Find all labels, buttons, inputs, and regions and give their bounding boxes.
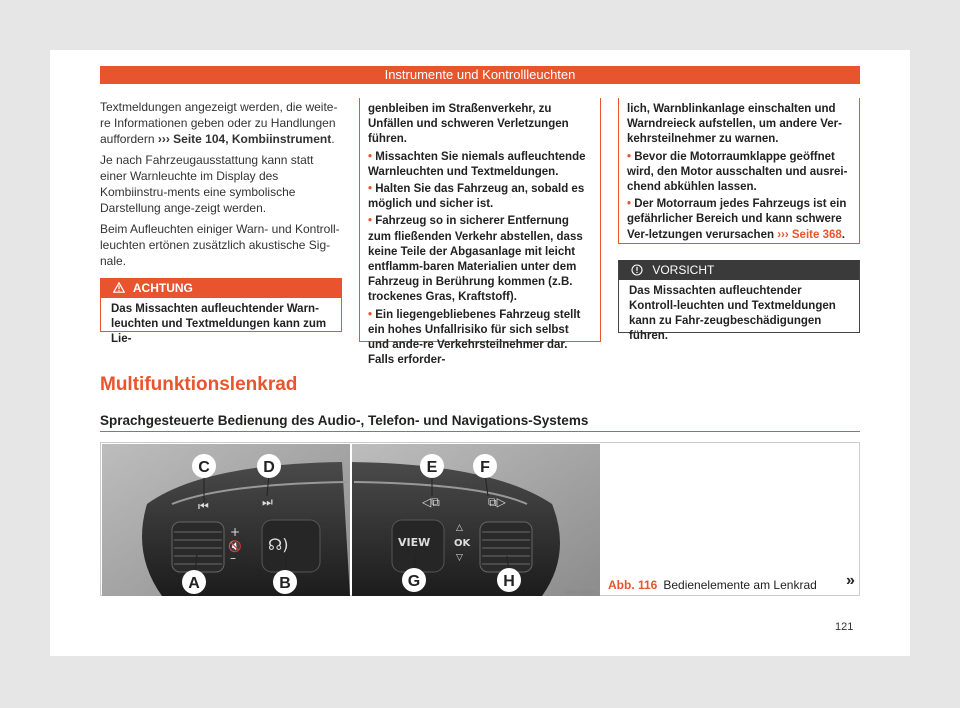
figure-code: B6F-0089 xyxy=(565,590,596,597)
callout-e: E xyxy=(426,459,438,476)
svg-text:☊): ☊) xyxy=(268,535,289,554)
callout-d: D xyxy=(263,459,275,476)
paragraph-3: Beim Aufleuchten einiger Warn- und Kontroll-leuchten ertönen zusätzlich akustische Sig-nale. xyxy=(100,222,340,268)
caution-body: Das Missachten aufleuchtender Kontroll-leuchten und Textmeldungen kann zu Fahr-zeugbeschädigungen führen. xyxy=(629,285,836,342)
caution-title: VORSICHT xyxy=(652,263,715,277)
callout-a: A xyxy=(188,575,200,592)
paragraph-2: Je nach Fahrzeugausstattung kann statt einer Warnleuchte im Display des Kombiinstru-ments eine symbolische Darstellung ange-zeigt werden. xyxy=(100,153,314,215)
warning-header xyxy=(101,278,341,298)
section-subtitle: Sprachgesteuerte Bedienung des Audio-, Telefon- und Navigations-Systems xyxy=(100,413,589,428)
figure-caption xyxy=(608,578,817,592)
caution-box xyxy=(618,260,860,342)
warning-intro: genbleiben im Straßenverkehr, zu Unfällen und schweren Verletzungen führen. xyxy=(368,103,569,146)
subtitle-divider xyxy=(100,431,860,432)
text-column-1 xyxy=(100,99,342,274)
warning-triangle-icon xyxy=(113,281,133,295)
list-item: • Der Motorraum jedes Fahrzeugs ist ein gefährlicher Bereich und kann schwere Ver-letzungen verursachen ››› Seite 368. xyxy=(627,198,847,241)
list-item: • Ein liegengebliebenes Fahrzeug stellt ein hohes Unfallrisiko für sich selbst und ande-re Verkehrsteilnehmer dar. Falls erforder- xyxy=(368,308,581,367)
svg-text:⧉▷: ⧉▷ xyxy=(488,495,506,509)
paragraph-1: Textmeldungen angezeigt werden, die weite-re Informationen geben oder zu Handlungen auffordern ››› Seite 104, Kombiinstrument. xyxy=(100,100,338,146)
callout-b: B xyxy=(279,575,291,592)
svg-text:+: + xyxy=(230,525,241,539)
callout-h: H xyxy=(503,573,515,590)
page-link-368[interactable]: ››› Seite 368 xyxy=(777,228,842,241)
warning-continuation-column xyxy=(359,98,601,367)
chapter-header: Instrumente und Kontrollleuchten xyxy=(100,66,860,84)
list-item: • Fahrzeug so in sicherer Entfernung zum fließenden Verkehr abstellen, dass keine Teile der Abgasanlage mit leicht entflamm-baren Materialien unter dem Fahrzeug in Berührung kommen (z.B. trockenes Gras, Kraftstoff). xyxy=(368,215,583,304)
callout-c: C xyxy=(198,459,210,476)
figure-caption-label: Abb. 116 xyxy=(608,578,658,592)
svg-text:◁⧉: ◁⧉ xyxy=(422,495,440,509)
caution-header xyxy=(619,260,859,280)
list-item: • Bevor die Motorraumklappe geöffnet wird, den Motor ausschalten und ausrei-chend abkühlen lassen. xyxy=(627,150,848,194)
svg-text:🔇: 🔇 xyxy=(228,540,242,553)
figure-caption-text: Bedienelemente am Lenkrad xyxy=(663,578,817,592)
list-item: • Halten Sie das Fahrzeug an, sobald es möglich und sicher ist. xyxy=(368,183,585,211)
view-button-label: VIEW xyxy=(398,536,431,549)
continue-arrow-icon: » xyxy=(846,572,855,589)
svg-text:⏮: ⏮ xyxy=(198,499,209,513)
callout-g: G xyxy=(407,573,421,590)
warning-box xyxy=(100,278,342,345)
svg-text:△: △ xyxy=(456,523,463,533)
section-title: Multifunktionslenkrad xyxy=(100,374,298,395)
steering-wheel-illustration xyxy=(102,444,600,596)
page-link-104[interactable]: ››› Seite 104, Kombiinstrument xyxy=(157,132,332,146)
warning-body: Das Missachten aufleuchtender Warn-leuchten und Textmeldungen kann zum Lie- xyxy=(111,303,327,345)
svg-text:–: – xyxy=(230,551,236,565)
list-item: • Missachten Sie niemals aufleuchtende Warnleuchten und Textmeldungen. xyxy=(368,150,586,178)
svg-text:▽: ▽ xyxy=(456,553,463,563)
svg-text:⏭: ⏭ xyxy=(262,495,273,509)
ok-button-label: OK xyxy=(454,538,471,549)
warning-title: ACHTUNG xyxy=(132,281,193,295)
warning-continuation-column-2 xyxy=(618,98,860,244)
figure-steering-wheel-controls xyxy=(100,442,860,596)
info-circle-icon xyxy=(631,263,652,277)
page-number: 121 xyxy=(835,621,854,633)
callout-f: F xyxy=(480,459,490,476)
warning-intro-2: lich, Warnblinkanlage einschalten und Warndreieck aufstellen, um andere Ver-kehrsteilnehmer zu warnen. xyxy=(627,103,842,146)
